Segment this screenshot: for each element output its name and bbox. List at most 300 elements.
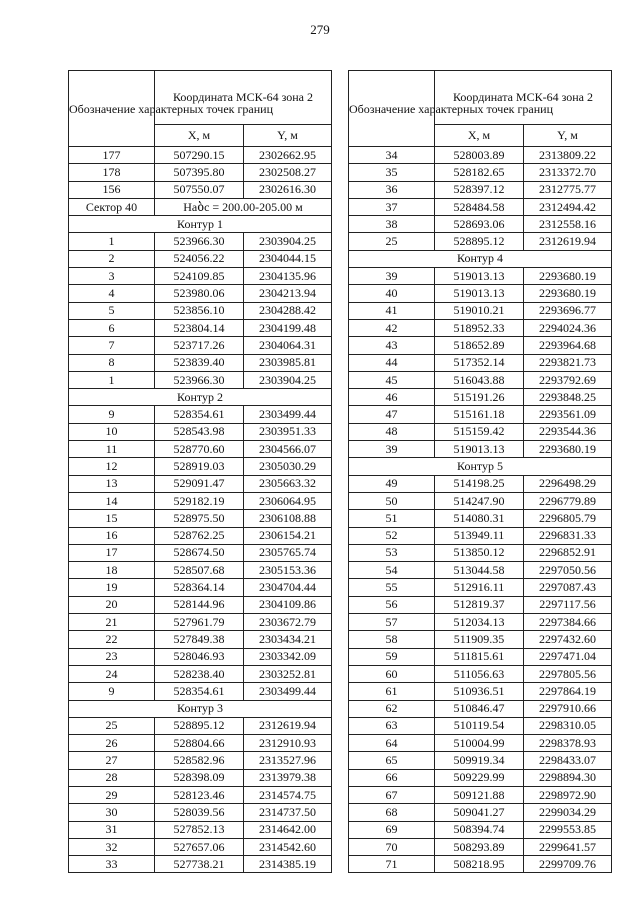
y-coordinate-cell: 2303434.21 [244, 631, 332, 648]
point-id-cell: 57 [349, 614, 435, 631]
y-coordinate-cell: 2303342.09 [244, 648, 332, 665]
x-coordinate-cell: 507395.80 [155, 164, 244, 181]
x-coordinate-cell: 515161.18 [435, 406, 524, 423]
y-coordinate-cell: 2299034.29 [524, 804, 612, 821]
x-coordinate-cell: 510119.54 [435, 717, 524, 734]
point-id-cell: 48 [349, 423, 435, 440]
y-coordinate-cell: 2302616.30 [244, 181, 332, 198]
y-coordinate-cell: 2299709.76 [524, 856, 612, 873]
x-coordinate-cell: 528804.66 [155, 735, 244, 752]
table-row [69, 786, 332, 803]
point-id-cell: 61 [349, 683, 435, 700]
y-coordinate-cell: 2293792.69 [524, 371, 612, 388]
sector-label: Сектор 40 [69, 198, 155, 215]
point-id-cell: 53 [349, 544, 435, 561]
x-coordinate-cell: 510846.47 [435, 700, 524, 717]
point-id-cell: 9 [69, 406, 155, 423]
x-coordinate-cell: 515191.26 [435, 389, 524, 406]
table-row [349, 579, 612, 596]
table-row [69, 856, 332, 873]
y-coordinate-cell: 2293680.19 [524, 441, 612, 458]
x-coordinate-cell: 528039.56 [155, 804, 244, 821]
x-coordinate-cell: 527852.13 [155, 821, 244, 838]
point-id-cell: 49 [349, 475, 435, 492]
y-coordinate-cell: 2297432.60 [524, 631, 612, 648]
point-id-cell: 38 [349, 216, 435, 233]
table-row [69, 181, 332, 198]
table-row [69, 510, 332, 527]
x-coordinate-cell: 514080.31 [435, 510, 524, 527]
point-id-cell: 25 [349, 233, 435, 250]
contour-heading-row [349, 458, 612, 475]
y-coordinate-cell: 2296852.91 [524, 544, 612, 561]
y-coordinate-cell: 2304135.96 [244, 268, 332, 285]
table-row [69, 838, 332, 855]
y-coordinate-cell: 2304044.15 [244, 250, 332, 267]
point-id-cell: 16 [69, 527, 155, 544]
y-coordinate-cell: 2297117.56 [524, 596, 612, 613]
x-coordinate-cell: 523856.10 [155, 302, 244, 319]
table-row [349, 285, 612, 302]
x-coordinate-cell: 528693.06 [435, 216, 524, 233]
point-id-cell: 54 [349, 562, 435, 579]
y-coordinate-cell: 2299641.57 [524, 838, 612, 855]
x-coordinate-cell: 528354.61 [155, 683, 244, 700]
point-id-cell: 6 [69, 319, 155, 336]
table-row [69, 752, 332, 769]
x-coordinate-cell: 519010.21 [435, 302, 524, 319]
point-id-cell: 30 [69, 804, 155, 821]
table-row [349, 510, 612, 527]
x-coordinate-cell: 529091.47 [155, 475, 244, 492]
point-id-cell: 19 [69, 579, 155, 596]
y-coordinate-cell: 2303904.25 [244, 371, 332, 388]
y-coordinate-cell: 2302508.27 [244, 164, 332, 181]
x-coordinate-cell: 529182.19 [155, 492, 244, 509]
point-id-cell: 55 [349, 579, 435, 596]
x-coordinate-cell: 523717.26 [155, 337, 244, 354]
x-coordinate-cell: 528895.12 [435, 233, 524, 250]
table-row [349, 700, 612, 717]
x-coordinate-cell: 511909.35 [435, 631, 524, 648]
table-row [349, 181, 612, 198]
table-row [349, 838, 612, 855]
point-id-cell: 45 [349, 371, 435, 388]
x-coordinate-cell: 518952.33 [435, 319, 524, 336]
table-row [69, 319, 332, 336]
x-coordinate-cell: 528364.14 [155, 579, 244, 596]
point-id-cell: 41 [349, 302, 435, 319]
contour-heading: Контур 1 [69, 216, 332, 233]
table-row [349, 786, 612, 803]
x-coordinate-cell: 528919.03 [155, 458, 244, 475]
point-id-cell: 36 [349, 181, 435, 198]
y-coordinate-cell: 2304199.48 [244, 319, 332, 336]
table-row [69, 683, 332, 700]
x-coordinate-cell: 513949.11 [435, 527, 524, 544]
x-coordinate-cell: 508394.74 [435, 821, 524, 838]
point-id-cell: 7 [69, 337, 155, 354]
point-id-cell: 1 [69, 233, 155, 250]
table-row [69, 337, 332, 354]
table-row [349, 562, 612, 579]
point-id-cell: 46 [349, 389, 435, 406]
x-coordinate-cell: 523966.30 [155, 371, 244, 388]
y-coordinate-cell: 2303252.81 [244, 665, 332, 682]
table-row [349, 804, 612, 821]
y-coordinate-cell: 2296805.79 [524, 510, 612, 527]
y-coordinate-cell: 2306064.95 [244, 492, 332, 509]
table-row [349, 614, 612, 631]
y-coordinate-cell: 2304064.31 [244, 337, 332, 354]
point-id-cell: 12 [69, 458, 155, 475]
y-coordinate-cell: 2296831.33 [524, 527, 612, 544]
point-id-cell: 33 [69, 856, 155, 873]
x-coordinate-cell: 517352.14 [435, 354, 524, 371]
table-row [69, 354, 332, 371]
point-id-cell: 20 [69, 596, 155, 613]
point-id-cell: 177 [69, 147, 155, 164]
y-coordinate-cell: 2298310.05 [524, 717, 612, 734]
point-id-cell: 27 [69, 752, 155, 769]
point-id-cell: 26 [69, 735, 155, 752]
table-row [69, 164, 332, 181]
point-id-cell: 68 [349, 804, 435, 821]
y-coordinate-cell: 2304213.94 [244, 285, 332, 302]
y-coordinate-cell: 2296779.89 [524, 492, 612, 509]
table-row [349, 821, 612, 838]
y-coordinate-cell: 2298894.30 [524, 769, 612, 786]
y-coordinate-cell: 2312619.94 [524, 233, 612, 250]
table-row [349, 596, 612, 613]
contour-heading-row [69, 216, 332, 233]
y-coordinate-cell: 2314642.00 [244, 821, 332, 838]
y-coordinate-cell: 2297910.66 [524, 700, 612, 717]
header-x-label: X, м [435, 125, 524, 147]
x-coordinate-cell: 523966.30 [155, 233, 244, 250]
table-row [69, 648, 332, 665]
point-id-cell: 31 [69, 821, 155, 838]
point-id-cell: 24 [69, 665, 155, 682]
table-row [69, 458, 332, 475]
table-row [69, 492, 332, 509]
x-coordinate-cell: 514198.25 [435, 475, 524, 492]
header-coord-label: Координата МСК-64 зона 2 [155, 71, 332, 125]
table-row [349, 441, 612, 458]
x-coordinate-cell: 514247.90 [435, 492, 524, 509]
point-id-cell: 52 [349, 527, 435, 544]
point-id-cell: 156 [69, 181, 155, 198]
x-coordinate-cell: 523839.40 [155, 354, 244, 371]
table-row [349, 319, 612, 336]
table-row [349, 752, 612, 769]
table-row [349, 717, 612, 734]
contour-heading: Контур 4 [349, 250, 612, 267]
table-row [349, 665, 612, 682]
point-id-cell: 42 [349, 319, 435, 336]
table-row [69, 821, 332, 838]
table-row [69, 527, 332, 544]
table-row [349, 354, 612, 371]
header-point-label: Обозначение характерных точек границ [69, 71, 155, 147]
x-coordinate-cell: 516043.88 [435, 371, 524, 388]
point-id-cell: 25 [69, 717, 155, 734]
table-row [69, 406, 332, 423]
y-coordinate-cell: 2313809.22 [524, 147, 612, 164]
point-id-cell: 1 [69, 371, 155, 388]
x-coordinate-cell: 512916.11 [435, 579, 524, 596]
y-coordinate-cell: 2294024.36 [524, 319, 612, 336]
table-row [349, 769, 612, 786]
point-id-cell: 65 [349, 752, 435, 769]
y-coordinate-cell: 2293821.73 [524, 354, 612, 371]
x-coordinate-cell: 513850.12 [435, 544, 524, 561]
y-coordinate-cell: 2293680.19 [524, 285, 612, 302]
table-row [69, 544, 332, 561]
table-row [349, 648, 612, 665]
x-coordinate-cell: 519013.13 [435, 285, 524, 302]
x-coordinate-cell: 528397.12 [435, 181, 524, 198]
contour-heading: Контур 5 [349, 458, 612, 475]
table-row [69, 769, 332, 786]
x-coordinate-cell: 528674.50 [155, 544, 244, 561]
header-point-label: Обозначение характерных точек границ [349, 71, 435, 147]
x-coordinate-cell: 528895.12 [155, 717, 244, 734]
x-coordinate-cell: 519013.13 [435, 268, 524, 285]
y-coordinate-cell: 2298972.90 [524, 786, 612, 803]
header-y-label: Y, м [524, 125, 612, 147]
point-id-cell: 47 [349, 406, 435, 423]
table-row [349, 337, 612, 354]
table-row [69, 285, 332, 302]
table-row [349, 198, 612, 215]
table-row [69, 562, 332, 579]
point-id-cell: 178 [69, 164, 155, 181]
point-id-cell: 64 [349, 735, 435, 752]
x-coordinate-cell: 528144.96 [155, 596, 244, 613]
y-coordinate-cell: 2312619.94 [244, 717, 332, 734]
x-coordinate-cell: 515159.42 [435, 423, 524, 440]
y-coordinate-cell: 2297384.66 [524, 614, 612, 631]
table-row [69, 147, 332, 164]
x-coordinate-cell: 528770.60 [155, 441, 244, 458]
y-coordinate-cell: 2305663.32 [244, 475, 332, 492]
point-id-cell: 13 [69, 475, 155, 492]
y-coordinate-cell: 2298433.07 [524, 752, 612, 769]
table-row [69, 441, 332, 458]
x-coordinate-cell: 511056.63 [435, 665, 524, 682]
y-coordinate-cell: 2293680.19 [524, 268, 612, 285]
x-coordinate-cell: 523980.06 [155, 285, 244, 302]
page-number: 279 [310, 22, 330, 37]
header-x-label: X, м [155, 125, 244, 147]
y-coordinate-cell: 2293561.09 [524, 406, 612, 423]
x-coordinate-cell: 528003.89 [435, 147, 524, 164]
table-row [69, 233, 332, 250]
y-coordinate-cell: 2293544.36 [524, 423, 612, 440]
point-id-cell: 15 [69, 510, 155, 527]
x-coordinate-cell: 513044.58 [435, 562, 524, 579]
table-row [69, 596, 332, 613]
x-coordinate-cell: 528484.58 [435, 198, 524, 215]
point-id-cell: 3 [69, 268, 155, 285]
contour-heading: Контур 3 [69, 700, 332, 717]
point-id-cell: 28 [69, 769, 155, 786]
point-id-cell: 51 [349, 510, 435, 527]
x-coordinate-cell: 518652.89 [435, 337, 524, 354]
x-coordinate-cell: 510004.99 [435, 735, 524, 752]
table-row [69, 579, 332, 596]
x-coordinate-cell: 509229.99 [435, 769, 524, 786]
table-row [69, 717, 332, 734]
x-coordinate-cell: 512819.37 [435, 596, 524, 613]
y-coordinate-cell: 2313979.38 [244, 769, 332, 786]
y-coordinate-cell: 2314737.50 [244, 804, 332, 821]
y-coordinate-cell: 2303672.79 [244, 614, 332, 631]
x-coordinate-cell: 528507.68 [155, 562, 244, 579]
y-coordinate-cell: 2312558.16 [524, 216, 612, 233]
table-row [349, 527, 612, 544]
table-row [349, 544, 612, 561]
x-coordinate-cell: 507550.07 [155, 181, 244, 198]
table-row [69, 423, 332, 440]
coordinates-table-right [348, 70, 612, 873]
coordinates-table-left [68, 70, 332, 873]
table-row [69, 735, 332, 752]
x-coordinate-cell: 509041.27 [435, 804, 524, 821]
table-row [69, 631, 332, 648]
y-coordinate-cell: 2304288.42 [244, 302, 332, 319]
y-coordinate-cell: 2303904.25 [244, 233, 332, 250]
table-row [349, 233, 612, 250]
y-coordinate-cell: 2303951.33 [244, 423, 332, 440]
point-id-cell: 23 [69, 648, 155, 665]
point-id-cell: 44 [349, 354, 435, 371]
table-row [69, 475, 332, 492]
header-coord-label: Координата МСК-64 зона 2 [435, 71, 612, 125]
y-coordinate-cell: 2303985.81 [244, 354, 332, 371]
y-coordinate-cell: 2293848.25 [524, 389, 612, 406]
header-y-label: Y, м [244, 125, 332, 147]
point-id-cell: 59 [349, 648, 435, 665]
contour-heading: Контур 2 [69, 389, 332, 406]
table-row [69, 302, 332, 319]
y-coordinate-cell: 2303499.44 [244, 406, 332, 423]
point-id-cell: 17 [69, 544, 155, 561]
point-id-cell: 35 [349, 164, 435, 181]
y-coordinate-cell: 2296498.29 [524, 475, 612, 492]
y-coordinate-cell: 2312494.42 [524, 198, 612, 215]
sector-height-range: Наბс = 200.00-205.00 м [155, 198, 332, 215]
table-row [349, 302, 612, 319]
x-coordinate-cell: 511815.61 [435, 648, 524, 665]
table-row [349, 164, 612, 181]
y-coordinate-cell: 2304109.86 [244, 596, 332, 613]
table-row [69, 614, 332, 631]
point-id-cell: 21 [69, 614, 155, 631]
y-coordinate-cell: 2312775.77 [524, 181, 612, 198]
y-coordinate-cell: 2297805.56 [524, 665, 612, 682]
y-coordinate-cell: 2305030.29 [244, 458, 332, 475]
point-id-cell: 60 [349, 665, 435, 682]
x-coordinate-cell: 510936.51 [435, 683, 524, 700]
point-id-cell: 63 [349, 717, 435, 734]
y-coordinate-cell: 2306154.21 [244, 527, 332, 544]
contour-heading-row [69, 389, 332, 406]
point-id-cell: 14 [69, 492, 155, 509]
point-id-cell: 37 [349, 198, 435, 215]
table-row [349, 371, 612, 388]
x-coordinate-cell: 527961.79 [155, 614, 244, 631]
x-coordinate-cell: 524109.85 [155, 268, 244, 285]
y-coordinate-cell: 2314385.19 [244, 856, 332, 873]
y-coordinate-cell: 2298378.93 [524, 735, 612, 752]
point-id-cell: 62 [349, 700, 435, 717]
x-coordinate-cell: 528762.25 [155, 527, 244, 544]
point-id-cell: 32 [69, 838, 155, 855]
point-id-cell: 70 [349, 838, 435, 855]
x-coordinate-cell: 519013.13 [435, 441, 524, 458]
point-id-cell: 50 [349, 492, 435, 509]
point-id-cell: 66 [349, 769, 435, 786]
y-coordinate-cell: 2293696.77 [524, 302, 612, 319]
x-coordinate-cell: 509919.34 [435, 752, 524, 769]
point-id-cell: 11 [69, 441, 155, 458]
x-coordinate-cell: 512034.13 [435, 614, 524, 631]
point-id-cell: 58 [349, 631, 435, 648]
point-id-cell: 39 [349, 441, 435, 458]
y-coordinate-cell: 2299553.85 [524, 821, 612, 838]
table-row [349, 268, 612, 285]
point-id-cell: 10 [69, 423, 155, 440]
x-coordinate-cell: 528354.61 [155, 406, 244, 423]
x-coordinate-cell: 509121.88 [435, 786, 524, 803]
table-row [349, 475, 612, 492]
y-coordinate-cell: 2304704.44 [244, 579, 332, 596]
point-id-cell: 40 [349, 285, 435, 302]
y-coordinate-cell: 2306108.88 [244, 510, 332, 527]
y-coordinate-cell: 2312910.93 [244, 735, 332, 752]
x-coordinate-cell: 527657.06 [155, 838, 244, 855]
y-coordinate-cell: 2313527.96 [244, 752, 332, 769]
table-row [349, 216, 612, 233]
table-row [69, 250, 332, 267]
point-id-cell: 2 [69, 250, 155, 267]
x-coordinate-cell: 523804.14 [155, 319, 244, 336]
contour-heading-row [349, 250, 612, 267]
table-row [349, 389, 612, 406]
y-coordinate-cell: 2302662.95 [244, 147, 332, 164]
x-coordinate-cell: 528046.93 [155, 648, 244, 665]
y-coordinate-cell: 2297864.19 [524, 683, 612, 700]
y-coordinate-cell: 2303499.44 [244, 683, 332, 700]
x-coordinate-cell: 507290.15 [155, 147, 244, 164]
x-coordinate-cell: 524056.22 [155, 250, 244, 267]
x-coordinate-cell: 527849.38 [155, 631, 244, 648]
table-row [349, 631, 612, 648]
x-coordinate-cell: 508293.89 [435, 838, 524, 855]
y-coordinate-cell: 2314542.60 [244, 838, 332, 855]
point-id-cell: 43 [349, 337, 435, 354]
x-coordinate-cell: 528582.96 [155, 752, 244, 769]
table-row [69, 804, 332, 821]
table-row [69, 268, 332, 285]
point-id-cell: 5 [69, 302, 155, 319]
point-id-cell: 22 [69, 631, 155, 648]
x-coordinate-cell: 528975.50 [155, 510, 244, 527]
table-row [349, 147, 612, 164]
y-coordinate-cell: 2305153.36 [244, 562, 332, 579]
